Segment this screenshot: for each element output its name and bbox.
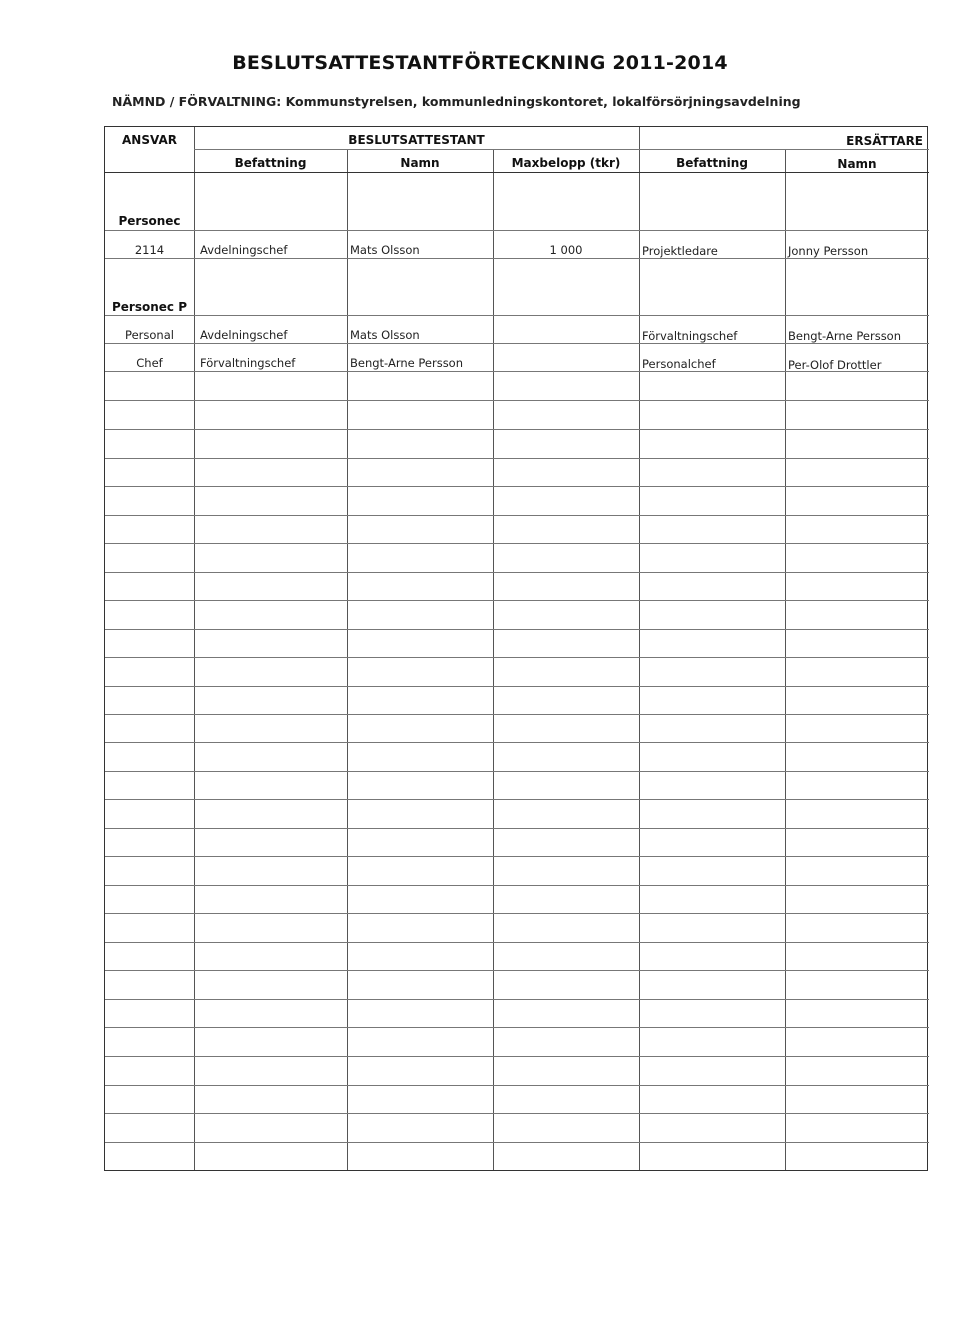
row-line [105, 999, 929, 1000]
row-line [105, 315, 929, 316]
header-maxbelopp: Maxbelopp (tkr) [511, 156, 621, 170]
row-ers-befattning: Personalchef [642, 357, 716, 371]
row-befattning: Avdelningschef [200, 243, 288, 257]
row-line [105, 572, 929, 573]
row-line [105, 828, 929, 829]
header-ers-namn: Namn [837, 157, 877, 171]
header-ansvar: ANSVAR [122, 133, 177, 147]
section-label-personec: Personec [118, 214, 181, 228]
document-subtitle: NÄMND / FÖRVALTNING: Kommunstyrelsen, kommunledningskontoret, lokalförsörjningsavdelning [112, 94, 801, 109]
row-line [105, 742, 929, 743]
row-line [105, 799, 929, 800]
row-ers-namn: Bengt-Arne Persson [788, 329, 902, 343]
attestant-table [104, 126, 928, 1171]
row-line [105, 1085, 929, 1086]
header-subline-ersattare [639, 149, 929, 150]
row-line [105, 1027, 929, 1028]
row-line [105, 856, 929, 857]
header-befattning: Befattning [234, 156, 307, 170]
row-namn: Mats Olsson [350, 328, 420, 342]
header-namn: Namn [400, 156, 440, 170]
row-line [105, 629, 929, 630]
row-line [105, 458, 929, 459]
row-ers-namn: Per-Olof Drottler [788, 358, 882, 372]
row-befattning: Avdelningschef [200, 328, 288, 342]
header-ersattare: ERSÄTTARE [846, 134, 923, 148]
row-ansvar: Personal [125, 328, 174, 342]
header-bottom-line [105, 172, 929, 173]
row-line [105, 600, 929, 601]
row-befattning: Förvaltningschef [200, 356, 296, 370]
row-line [105, 913, 929, 914]
row-line [105, 1113, 929, 1114]
row-line [105, 343, 929, 344]
row-line [105, 515, 929, 516]
row-line [105, 543, 929, 544]
row-ansvar: Chef [136, 356, 163, 370]
row-namn: Mats Olsson [350, 243, 420, 257]
row-line [105, 714, 929, 715]
row-line [105, 400, 929, 401]
col-divider-ers-befattning [785, 149, 786, 1170]
document-title: BESLUTSATTESTANTFÖRTECKNING 2011-2014 [232, 52, 728, 74]
row-line [105, 942, 929, 943]
row-line [105, 686, 929, 687]
header-subline-beslut [194, 149, 639, 150]
row-line [105, 970, 929, 971]
row-ers-befattning: Projektledare [642, 244, 718, 258]
row-line [105, 771, 929, 772]
row-line [105, 885, 929, 886]
row-line [105, 1142, 929, 1143]
row-ansvar: 2114 [134, 243, 165, 257]
row-line [105, 258, 929, 259]
header-beslutsattestant: BESLUTSATTESTANT [348, 133, 485, 147]
row-line [105, 429, 929, 430]
col-divider-maxbelopp [639, 127, 640, 1170]
row-line [105, 657, 929, 658]
row-line [105, 1056, 929, 1057]
row-ers-befattning: Förvaltningschef [642, 329, 738, 343]
col-divider-befattning [347, 149, 348, 1170]
col-divider-ansvar [194, 127, 195, 1170]
row-maxbelopp: 1 000 [549, 243, 583, 257]
header-ers-befattning: Befattning [676, 156, 748, 170]
row-line [105, 486, 929, 487]
row-line [105, 230, 929, 231]
row-namn: Bengt-Arne Persson [350, 356, 464, 370]
section-label-personec-p: Personec P [111, 300, 187, 314]
col-divider-namn [493, 149, 494, 1170]
row-ers-namn: Jonny Persson [788, 244, 869, 258]
